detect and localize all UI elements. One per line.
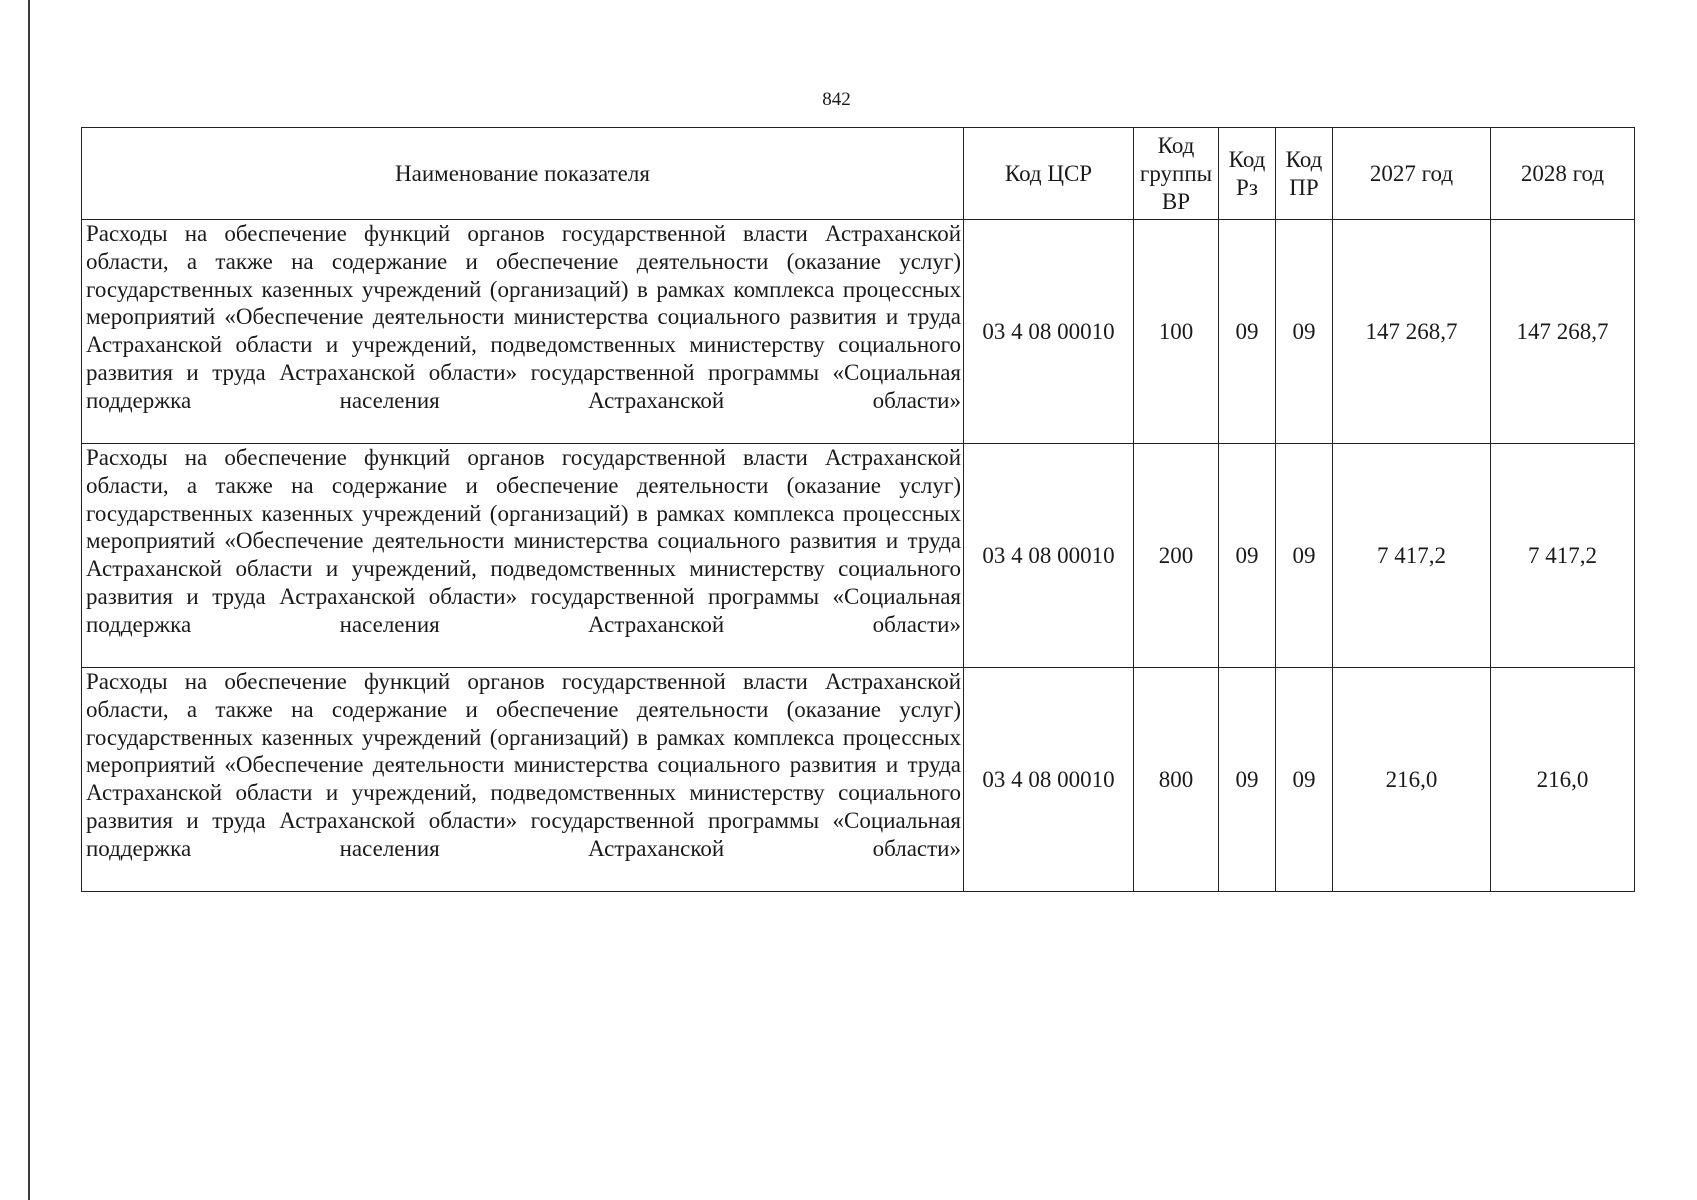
cell-2027: 216,0 (1333, 668, 1491, 892)
table-row (82, 220, 1635, 444)
scan-edge-line (28, 0, 30, 1200)
table-row (82, 444, 1635, 668)
cell-vr: 200 (1134, 444, 1219, 668)
header-pr: Код ПР (1276, 128, 1333, 220)
cell-rz: 09 (1219, 220, 1276, 444)
header-csr: Код ЦСР (964, 128, 1134, 220)
header-name: Наименование показателя (82, 128, 964, 220)
cell-csr: 03 4 08 00010 (964, 444, 1134, 668)
cell-name: Расходы на обеспечение функций органов государственной власти Астраханской области, а также на содержание и обеспечение деятельности (оказание услуг) государственных казенных учреждений (организаций) в рамках комплекса процессных мероприятий «Обеспечение деятельности министерства социального развития и труда Астраханской области и учреждений, подведомственных министерству социального развития и труда Астраханской области» государственной программы «Социальная поддержка населения Астраханской области» (82, 444, 964, 668)
cell-name: Расходы на обеспечение функций органов государственной власти Астраханской области, а также на содержание и обеспечение деятельности (оказание услуг) государственных казенных учреждений (организаций) в рамках комплекса процессных мероприятий «Обеспечение деятельности министерства социального развития и труда Астраханской области и учреждений, подведомственных министерству социального развития и труда Астраханской области» государственной программы «Социальная поддержка населения Астраханской области» (82, 668, 964, 892)
header-vr: Код группы ВР (1134, 128, 1219, 220)
header-rz: Код Рз (1219, 128, 1276, 220)
page-number: 842 (822, 89, 851, 110)
header-2027: 2027 год (1333, 128, 1491, 220)
budget-table (81, 127, 1635, 892)
table-row (82, 668, 1635, 892)
cell-2027: 7 417,2 (1333, 444, 1491, 668)
cell-2027: 147 268,7 (1333, 220, 1491, 444)
cell-pr: 09 (1276, 444, 1333, 668)
cell-pr: 09 (1276, 220, 1333, 444)
cell-vr: 800 (1134, 668, 1219, 892)
cell-csr: 03 4 08 00010 (964, 668, 1134, 892)
table-header-row (82, 128, 1635, 220)
cell-vr: 100 (1134, 220, 1219, 444)
cell-name: Расходы на обеспечение функций органов государственной власти Астраханской области, а также на содержание и обеспечение деятельности (оказание услуг) государственных казенных учреждений (организаций) в рамках комплекса процессных мероприятий «Обеспечение деятельности министерства социального развития и труда Астраханской области и учреждений, подведомственных министерству социального развития и труда Астраханской области» государственной программы «Социальная поддержка населения Астраханской области» (82, 220, 964, 444)
cell-rz: 09 (1219, 668, 1276, 892)
header-2028: 2028 год (1491, 128, 1635, 220)
cell-pr: 09 (1276, 668, 1333, 892)
cell-2028: 216,0 (1491, 668, 1635, 892)
cell-csr: 03 4 08 00010 (964, 220, 1134, 444)
cell-rz: 09 (1219, 444, 1276, 668)
cell-2028: 7 417,2 (1491, 444, 1635, 668)
cell-2028: 147 268,7 (1491, 220, 1635, 444)
